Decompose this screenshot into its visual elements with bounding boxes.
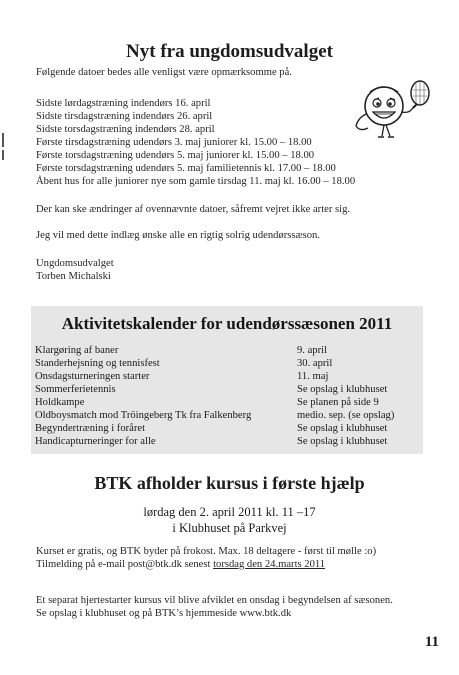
calendar-date: 11. maj xyxy=(297,371,329,382)
course-date: lørdag den 2. april 2011 kl. 11 –17 xyxy=(143,505,316,519)
calendar-row xyxy=(35,357,419,370)
course-info: Kurset er gratis, og BTK byder på frokost. Max. 18 deltagere - først til mølle :o) xyxy=(36,546,377,557)
calendar-row xyxy=(35,344,419,357)
calendar-title: Aktivitetskalender for udendørssæsonen 2011 xyxy=(61,314,393,333)
date-line: Åbent hus for alle juniorer nye som gamle tirsdag 11. maj kl. 16.00 – 18.00 xyxy=(36,176,356,187)
calendar-row xyxy=(35,370,419,383)
calendar-activity: Begyndertræning i foråret xyxy=(35,423,146,434)
date-line: Sidste torsdagstræning indendørs 28. april xyxy=(36,124,215,135)
calendar-activity: Standerhejsning og tennisfest xyxy=(35,358,160,369)
note-text: Der kan ske ændringer af ovennævnte datoer, såfremt vejret ikke arter sig. xyxy=(36,204,351,215)
calendar-date: Se opslag i klubhuset xyxy=(297,384,388,395)
page-number: 11 xyxy=(424,634,439,650)
calendar-row xyxy=(35,409,419,422)
section-title-ungdomsudvalget: Nyt fra ungdomsudvalget xyxy=(126,41,333,62)
date-line: Første torsdagstræning udendørs 5. maj juniorer kl. 15.00 – 18.00 xyxy=(36,150,315,161)
signature-name: Torben Michalski xyxy=(36,271,111,282)
date-line: Sidste lørdagstræning indendørs 16. april xyxy=(36,98,211,109)
note-text: Jeg vil med dette indlæg ønske alle en rigtig solrig udendørssæson. xyxy=(36,230,320,241)
smiley-tennis-player-icon xyxy=(350,78,436,144)
calendar-row xyxy=(35,422,419,435)
course-title: BTK afholder kursus i første hjælp xyxy=(94,473,365,493)
calendar-date: 30. april xyxy=(297,358,333,369)
activity-calendar-box xyxy=(31,306,423,454)
intro-text: Følgende datoer bedes alle venligst være opmærksomme på. xyxy=(36,67,292,78)
signature-committee: Ungdomsudvalget xyxy=(36,258,114,269)
calendar-activity: Holdkampe xyxy=(35,397,85,408)
calendar-date: 9. april xyxy=(297,345,328,356)
calendar-activity: Sommerferietennis xyxy=(35,384,116,395)
date-line: Første tirsdagstræning udendørs 3. maj juniorer kl. 15.00 – 18.00 xyxy=(36,137,312,148)
margin-mark xyxy=(2,133,4,147)
signup-deadline: torsdag den 24.marts 2011 xyxy=(213,559,326,570)
calendar-date: medio. sep. (se opslag) xyxy=(297,410,395,421)
calendar-activity: Oldboysmatch mod Tröingeberg Tk fra Falkenberg xyxy=(35,410,252,421)
calendar-row xyxy=(35,435,419,448)
calendar-activity: Handicapturneringer for alle xyxy=(35,436,156,447)
margin-mark xyxy=(2,150,4,160)
calendar-row xyxy=(35,396,419,409)
date-line: Første torsdagstræning udendørs 5. maj familietennis kl. 17.00 – 18.00 xyxy=(36,163,336,174)
date-line: Sidste tirsdagstræning indendørs 26. april xyxy=(36,111,213,122)
signup-text: Tilmelding på e-mail post@btk.dk senest xyxy=(36,559,214,570)
website-note: Se opslag i klubhuset og på BTK’s hjemmeside www.btk.dk xyxy=(36,608,292,619)
calendar-date: Se opslag i klubhuset xyxy=(297,436,388,447)
calendar-activity: Klargøring af baner xyxy=(35,345,119,356)
calendar-row xyxy=(35,383,419,396)
calendar-date: Se opslag i klubhuset xyxy=(297,423,388,434)
calendar-activity: Onsdagsturneringen starter xyxy=(35,371,150,382)
course-signup xyxy=(36,558,325,571)
course-location: i Klubhuset på Parkvej xyxy=(172,521,287,535)
calendar-date: Se planen på side 9 xyxy=(297,397,379,408)
defibrillator-note: Et separat hjertestarter kursus vil blive afviklet en onsdag i begyndelsen af sæsonen. xyxy=(36,595,393,606)
